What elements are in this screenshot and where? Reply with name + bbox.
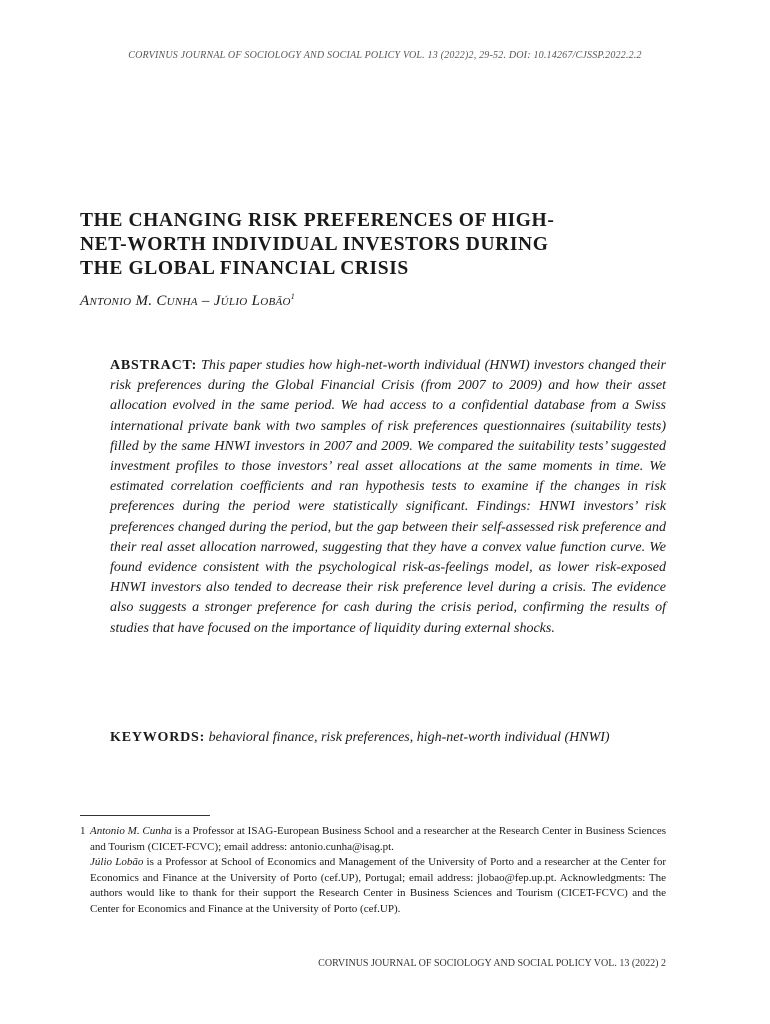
footnote-number: 1	[80, 825, 86, 837]
abstract-label: ABSTRACT:	[110, 358, 198, 373]
footnote-author1-text: is a Professor at ISAG-European Business School and a researcher at the Research Center in Business Sciences and Tourism (CICET-FCVC); email address: antonio.cunha@isag.pt.	[90, 825, 666, 853]
paper-title	[80, 209, 660, 281]
abstract	[110, 356, 666, 639]
footnote	[80, 824, 666, 918]
page-footer: CORVINUS JOURNAL OF SOCIOLOGY AND SOCIAL POLICY VOL. 13 (2022) 2	[318, 958, 666, 969]
keywords-text: behavioral finance, risk preferences, high-net-worth individual (HNWI)	[208, 730, 610, 745]
author-line	[80, 292, 295, 310]
footnote-author2-name: Júlio Lobão	[90, 856, 144, 869]
footnote-author1-name: Antonio M. Cunha	[90, 825, 172, 837]
footnote-body	[90, 824, 666, 918]
keywords-label: KEYWORDS:	[110, 730, 206, 745]
footnote-author2	[90, 855, 666, 917]
keywords	[110, 728, 666, 748]
abstract-text: This paper studies how high-net-worth individual (HNWI) investors changed their risk preferences during the Global Financial Crisis (from 2007 to 2009) and how their asset allocation evolved in the same period. We had access to a confidential database from a Swiss international private bank with two samples of risk preferences questionnaires (suitability tests) filled by the same HNWI investors in 2007 and 2009. We compared the suitability tests’ suggested investment profiles to those investors’ real asset allocations at the same moments in time. We estimated correlation coefficients and ran hypothesis tests to examine if the changes in risk preferences during the period were statistically significant. Findings: HNWI investors’ risk preferences changed during the period, but the gap between their self-assessed risk preference and their real asset allocation narrowed, suggesting that they have a convex value function curve. We found evidence consistent with the psychological risk-as-feelings model, as lower risk-exposed HNWI investors also tended to decrease their risk preference level during a crisis. The evidence also suggests a stronger preference for cash during the crisis period, confirming the results of studies that have focused on the importance of liquidity during external shocks.	[110, 358, 667, 636]
title-line: THE CHANGING RISK PREFERENCES OF HIGH-	[80, 210, 555, 231]
title-line: THE GLOBAL FINANCIAL CRISIS	[80, 258, 409, 279]
author-footnote-marker[interactable]: 1	[290, 292, 296, 301]
running-head: CORVINUS JOURNAL OF SOCIOLOGY AND SOCIAL POLICY VOL. 13 (2022)2, 29-52. DOI: 10.14267/CJSSP.2022.2.2	[128, 50, 642, 61]
author-names: Antonio M. Cunha – Júlio Lobão	[80, 293, 291, 309]
title-line: NET-WORTH INDIVIDUAL INVESTORS DURING	[80, 234, 549, 255]
footnote-author2-text: is a Professor at School of Economics and Management of the University of Porto and a researcher at the Center for Economics and Finance at the University of Porto (cef.UP), Portugal; email address: jlobao@fep.up.pt. Acknowledgments: The authors would like to thank for their support the Research Center in Business Sciences and Tourism (CICET-FCVC) and the Center for Economics and Finance at the University of Porto (cef.UP).	[90, 856, 666, 915]
footnote-divider	[80, 815, 210, 816]
footnote-author1	[90, 824, 666, 855]
